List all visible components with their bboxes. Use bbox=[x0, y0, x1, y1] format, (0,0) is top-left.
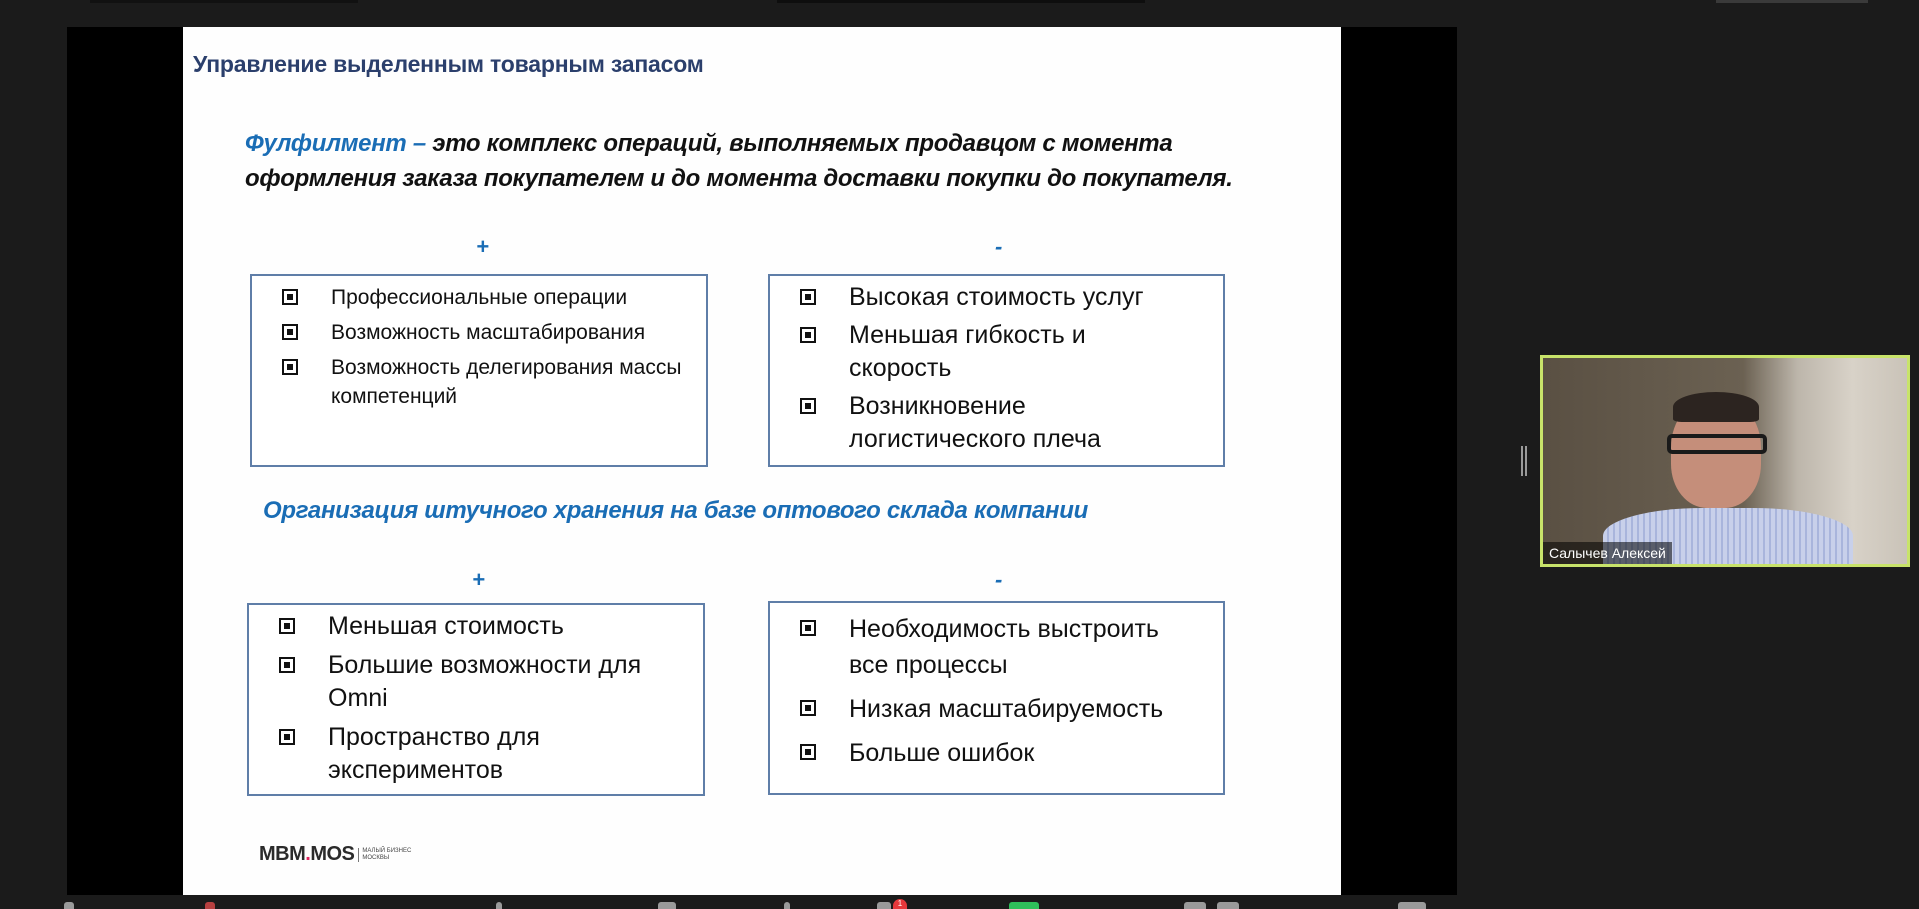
list-item: Возникновение логистического плеча bbox=[770, 390, 1223, 456]
checkbox-bullet-icon bbox=[800, 289, 816, 305]
participant-video-glasses bbox=[1667, 434, 1767, 454]
reactions-icon[interactable] bbox=[1217, 902, 1239, 909]
panel-resize-handle[interactable] bbox=[1521, 446, 1527, 476]
section1-plus-label: + bbox=[476, 234, 489, 259]
section1-pros-box bbox=[250, 274, 708, 467]
checkbox-bullet-icon bbox=[279, 729, 295, 745]
chat-unread-badge: 1 bbox=[893, 899, 907, 909]
checkbox-bullet-icon bbox=[800, 700, 816, 716]
checkbox-bullet-icon bbox=[279, 618, 295, 634]
checkbox-bullet-icon bbox=[282, 289, 298, 305]
participant-video-tile[interactable] bbox=[1540, 355, 1910, 567]
section2-cons-box bbox=[768, 601, 1225, 795]
definition-term: Фулфилмент – bbox=[245, 130, 426, 157]
list-item: Больше ошибок bbox=[770, 735, 1223, 771]
list-item: Возможность делегирования массы компетенций bbox=[252, 353, 706, 411]
checkbox-bullet-icon bbox=[282, 324, 298, 340]
participant-name-label: Салычев Алексей bbox=[1543, 542, 1672, 564]
mbm-mos-logo bbox=[259, 843, 411, 866]
meeting-toolbar bbox=[0, 895, 1919, 909]
checkbox-bullet-icon bbox=[800, 620, 816, 636]
more-options-icon[interactable] bbox=[1398, 902, 1426, 909]
polls-icon[interactable] bbox=[784, 902, 790, 909]
section1-minus-label: - bbox=[995, 234, 1003, 259]
list-item: Меньшая гибкость и скорость bbox=[770, 319, 1223, 385]
top-tab-1[interactable] bbox=[90, 0, 358, 3]
top-view-button[interactable] bbox=[1716, 0, 1868, 3]
list-item: Высокая стоимость услуг bbox=[770, 281, 1223, 314]
section1-cons-box bbox=[768, 274, 1225, 467]
checkbox-bullet-icon bbox=[279, 657, 295, 673]
definition-text: это комплекс операций, выполняемых продавцом с момента оформления заказа покупателем и до момента доставки покупки до покупателя. bbox=[245, 130, 1233, 192]
list-item: Меньшая стоимость bbox=[249, 610, 703, 643]
participants-icon[interactable] bbox=[658, 902, 676, 909]
share-screen-icon[interactable] bbox=[1009, 902, 1039, 909]
section2-plus-label: + bbox=[472, 567, 485, 592]
slide-title: Управление выделенным товарным запасом bbox=[193, 51, 704, 77]
list-item: Пространство для экспериментов bbox=[249, 721, 703, 787]
checkbox-bullet-icon bbox=[800, 398, 816, 414]
participant-video-hair bbox=[1673, 392, 1759, 422]
list-item: Необходимость выстроить все процессы bbox=[770, 611, 1223, 683]
stop-video-icon[interactable] bbox=[205, 902, 215, 909]
presentation-slide bbox=[183, 27, 1341, 895]
list-item: Низкая масштабируемость bbox=[770, 691, 1223, 727]
section2-minus-label: - bbox=[995, 567, 1003, 592]
list-item: Возможность масштабирования bbox=[252, 318, 706, 347]
logo-wordmark: MBM.MOS bbox=[259, 843, 355, 865]
list-item: Профессиональные операции bbox=[252, 283, 706, 312]
fulfillment-definition bbox=[245, 126, 1255, 196]
logo-tagline: МАЛЫЙ БИЗНЕС МОСКВЫ bbox=[358, 848, 411, 862]
list-item: Большие возможности для Omni bbox=[249, 649, 703, 715]
chat-icon[interactable] bbox=[877, 902, 891, 909]
top-bar bbox=[0, 0, 1919, 27]
checkbox-bullet-icon bbox=[800, 327, 816, 343]
top-tab-2[interactable] bbox=[777, 0, 1145, 3]
record-icon[interactable] bbox=[1184, 902, 1206, 909]
security-icon[interactable] bbox=[496, 902, 502, 909]
checkbox-bullet-icon bbox=[282, 359, 298, 375]
mute-microphone-icon[interactable] bbox=[64, 902, 74, 909]
section2-heading: Организация штучного хранения на базе оптового склада компании bbox=[263, 497, 1088, 524]
section2-pros-box bbox=[247, 603, 705, 796]
checkbox-bullet-icon bbox=[800, 744, 816, 760]
